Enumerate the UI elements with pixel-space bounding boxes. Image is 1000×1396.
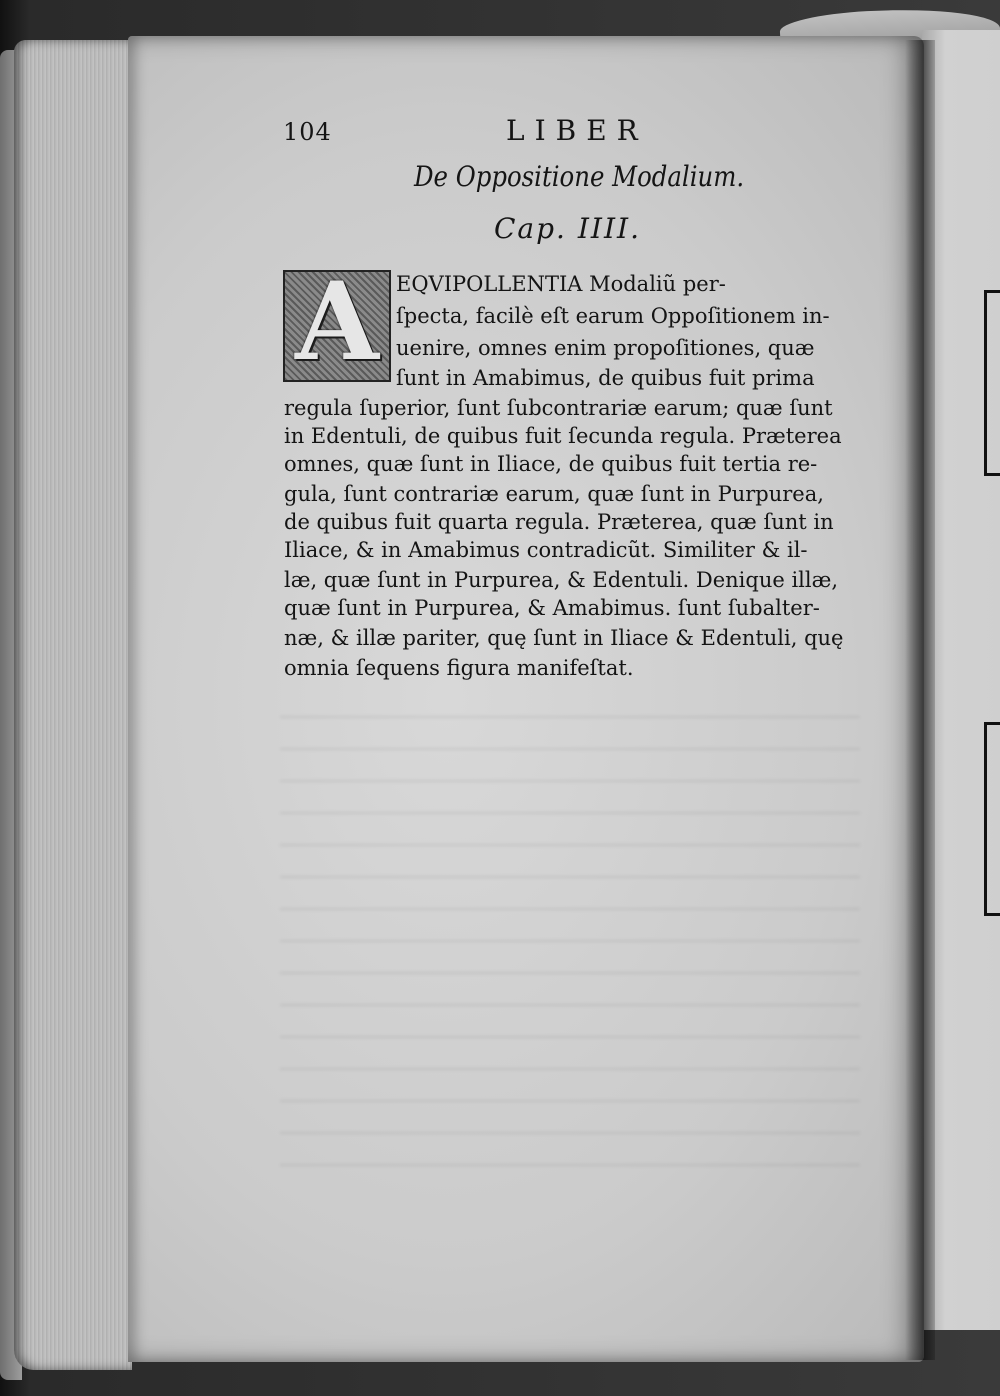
facing-table-bracket	[984, 290, 1000, 476]
text-line: regula ſuperior, ſunt ſubcontrariæ earum; quæ ſunt	[284, 396, 833, 420]
facing-table-bracket	[984, 722, 1000, 916]
text-line: in Edentuli, de quibus fuit ſecunda regula. Præterea	[284, 424, 842, 448]
text-line: ſunt in Amabimus, de quibus fuit prima	[396, 366, 815, 390]
page-gutter	[905, 40, 935, 1360]
chapter-title: De Oppositione Modalium.	[414, 160, 745, 193]
text-line: næ, & illæ pariter, quę ſunt in Iliace & Edentuli, quę	[284, 626, 844, 650]
running-head: LIBER	[506, 114, 648, 147]
page-edges	[14, 40, 132, 1370]
decorated-initial	[283, 270, 391, 382]
show-through	[280, 690, 860, 1190]
text-line: omnia ſequens figura manifeſtat.	[284, 656, 634, 680]
initial-letter: A	[295, 270, 379, 382]
text-line: Iliace, & in Amabimus contradicũt. Similiter & il-	[284, 538, 808, 562]
text-line: de quibus fuit quarta regula. Præterea, quæ ſunt in	[284, 510, 834, 534]
chapter-number: Cap. IIII.	[494, 212, 641, 245]
text-line: uenire, omnes enim propoſitiones, quæ	[396, 336, 815, 360]
page-number: 104	[283, 118, 332, 146]
text-line: ſpecta, facilè eſt earum Oppoſitionem in-	[396, 304, 830, 328]
text-line: omnes, quæ ſunt in Iliace, de quibus fuit tertia re-	[284, 452, 818, 476]
text-line: EQVIPOLLENTIA Modaliũ per-	[396, 272, 726, 296]
text-line: gula, ſunt contrariæ earum, quæ ſunt in Purpurea,	[284, 482, 824, 506]
text-line: læ, quæ ſunt in Purpurea, & Edentuli. Denique illæ,	[284, 568, 839, 592]
text-line: quæ ſunt in Purpurea, & Amabimus. ſunt ſubalter-	[284, 596, 820, 620]
